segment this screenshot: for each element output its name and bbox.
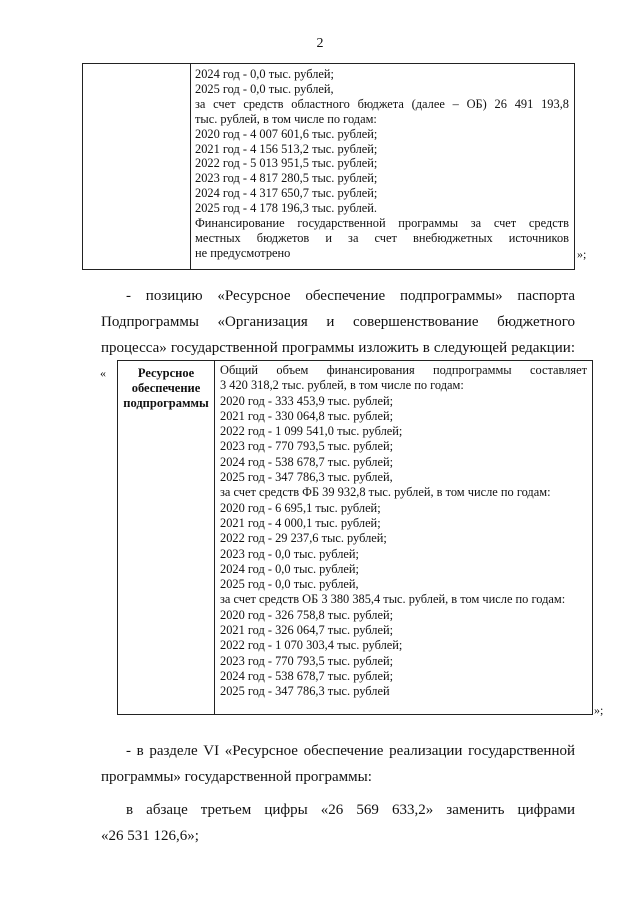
table-line: 2025 год - 4 178 196,3 тыс. рублей. <box>195 201 377 216</box>
table-label-cell <box>83 64 191 269</box>
table-line: 2025 год - 0,0 тыс. рублей, <box>220 577 359 592</box>
table-line: 2022 год - 5 013 951,5 тыс. рублей; <box>195 156 378 171</box>
table-value-cell <box>220 363 587 700</box>
paragraph-line: - позицию «Ресурсное обеспечение подпрограммы» паспорта <box>126 288 575 304</box>
table-line: 2023 год - 770 793,5 тыс. рублей; <box>220 439 394 454</box>
table-label-line: Ресурсное <box>137 366 195 380</box>
table-line: 2024 год - 538 678,7 тыс. рублей; <box>220 454 394 469</box>
table-line: 2021 год - 4 000,1 тыс. рублей; <box>220 515 381 530</box>
opening-quote: « <box>100 366 106 380</box>
table-line: 2021 год - 330 064,8 тыс. рублей; <box>220 408 394 423</box>
table-line: не предусмотрено <box>195 245 291 260</box>
table-line: 2020 год - 4 007 601,6 тыс. рублей; <box>195 126 378 141</box>
table-line: 2020 год - 333 453,9 тыс. рублей; <box>220 393 394 408</box>
table-line: 2020 год - 6 695,1 тыс. рублей; <box>220 500 381 515</box>
table-line: 2022 год - 29 237,6 тыс. рублей; <box>220 531 387 546</box>
table-line: за счет средств ОБ 3 380 385,4 тыс. рублей, в том числе по годам: <box>220 592 566 607</box>
table-line: местных бюджетов и за счет внебюджетных источников <box>195 230 569 245</box>
paragraph-line: в абзаце третьем цифры «26 569 633,2» заменить цифрами <box>126 802 575 818</box>
table-line: 2025 год - 0,0 тыс. рублей, <box>195 81 334 96</box>
paragraph-line: Подпрограммы «Организация и совершенствование бюджетного <box>101 314 575 330</box>
paragraph-line: программы» государственной программы: <box>101 769 372 785</box>
table-line: 2024 год - 4 317 650,7 тыс. рублей; <box>195 186 378 201</box>
table-line: 2025 год - 347 786,3 тыс. рублей, <box>220 470 393 485</box>
table-line: 2020 год - 326 758,8 тыс. рублей; <box>220 607 394 622</box>
table-line: 2023 год - 770 793,5 тыс. рублей; <box>220 653 394 668</box>
page-number: 2 <box>316 36 324 51</box>
table-line: 3 420 318,2 тыс. рублей, в том числе по годам: <box>220 378 464 393</box>
table-line: 2023 год - 4 817 280,5 тыс. рублей; <box>195 171 378 186</box>
table-label-line: подпрограммы <box>123 396 209 410</box>
table-line: 2024 год - 538 678,7 тыс. рублей; <box>220 668 394 683</box>
table-value-cell <box>195 67 569 261</box>
paragraph-line: «26 531 126,6»; <box>101 828 199 844</box>
funding-table-continued <box>82 63 575 270</box>
closing-quote: »; <box>577 247 587 261</box>
table-line: 2024 год - 0,0 тыс. рублей; <box>195 67 334 81</box>
closing-quote: »; <box>594 703 604 717</box>
table-line: Общий объем финансирования подпрограммы составляет <box>220 363 587 377</box>
table-line: тыс. рублей, в том числе по годам: <box>195 111 377 126</box>
table-line: 2024 год - 0,0 тыс. рублей; <box>220 561 359 576</box>
table-line: 2022 год - 1 099 541,0 тыс. рублей; <box>220 424 403 439</box>
table-line: 2021 год - 326 064,7 тыс. рублей; <box>220 623 394 638</box>
table-label-line: обеспечение <box>131 381 201 395</box>
table-line: 2023 год - 0,0 тыс. рублей; <box>220 546 359 561</box>
resource-table <box>117 360 593 715</box>
table-line: 2021 год - 4 156 513,2 тыс. рублей; <box>195 141 378 156</box>
table-line: за счет средств областного бюджета (далее – ОБ) 26 491 193,8 <box>195 96 569 111</box>
table-label-cell <box>118 361 215 714</box>
table-line: 2022 год - 1 070 303,4 тыс. рублей; <box>220 638 403 653</box>
table-line: 2025 год - 347 786,3 тыс. рублей <box>220 684 390 699</box>
table-line: за счет средств ФБ 39 932,8 тыс. рублей, в том числе по годам: <box>220 485 551 500</box>
paragraph-line: - в разделе VI «Ресурсное обеспечение реализации государственной <box>126 743 575 759</box>
table-line: Финансирование государственной программы за счет средств <box>195 216 569 231</box>
paragraph-line: процесса» государственной программы изложить в следующей редакции: <box>101 340 575 356</box>
